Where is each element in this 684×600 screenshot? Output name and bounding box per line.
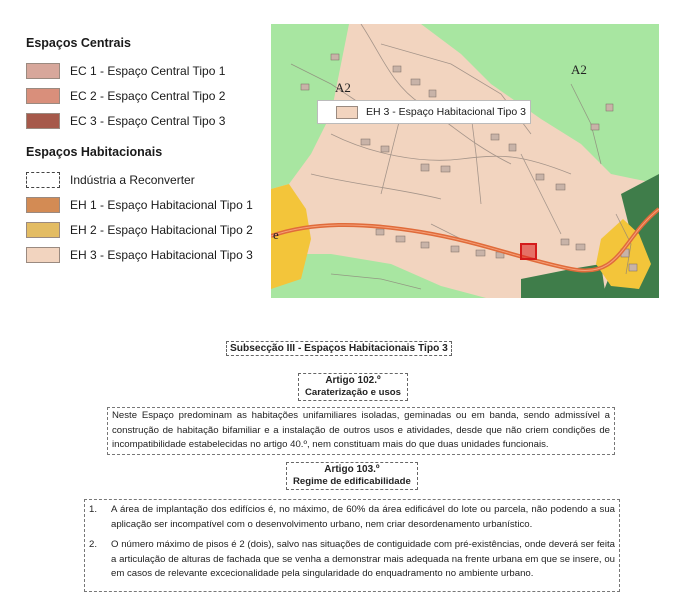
list-item	[89, 538, 615, 582]
map-label-a2-left: A2	[335, 80, 351, 95]
legend-item-ec2	[26, 83, 266, 108]
list-item-text: A área de implantação dos edifícios é, no máximo, de 60% da área edificável do lote ou parcela, não podendo a sua aplicação ser incompatível com o desenvolvimento urbano, nem criar desordenamento urbanístico.	[111, 504, 615, 530]
legend-swatch-ec2	[26, 88, 60, 104]
legend-label-eh1: EH 1 - Espaço Habitacional Tipo 1	[70, 197, 253, 212]
legend-label-eh2: EH 2 - Espaço Habitacional Tipo 2	[70, 222, 253, 237]
callout-swatch	[336, 106, 358, 119]
article-102-number: Artigo 102.º	[325, 375, 381, 386]
legend-heading-central: Espaços Centrais	[26, 36, 131, 50]
callout-label: EH 3 - Espaço Habitacional Tipo 3	[366, 106, 526, 118]
list-item	[89, 503, 615, 532]
article-103-header	[286, 462, 418, 490]
legend-swatch-ec3	[26, 113, 60, 129]
map-canvas	[271, 24, 659, 298]
legend-swatch-industria	[26, 172, 60, 188]
legend-item-eh2	[26, 217, 266, 242]
article-102-header	[298, 373, 408, 401]
map-label-edge-e: e	[273, 227, 279, 242]
article-103-list	[84, 499, 620, 592]
legend-label-ec2: EC 2 - Espaço Central Tipo 2	[70, 88, 226, 103]
article-103-number: Artigo 103.º	[324, 464, 380, 475]
legend-swatch-eh1	[26, 197, 60, 213]
map-label-a2-right: A2	[571, 62, 587, 77]
subsection-title: Subsecção III - Espaços Habitacionais Tipo 3	[226, 341, 452, 356]
article-102-text: Neste Espaço predominam as habitações unifamiliares isoladas, geminadas ou em banda, sendo admissível a construção de habitação bifamiliar e a instalação de outros usos e atividades, desde que não criem condições de incompatibilidade estabelecidas no artigo 40.º, nem constituam mais do que duas unidades funcionais.	[107, 407, 615, 455]
legend-item-eh3	[26, 242, 266, 267]
legend-label-ec3: EC 3 - Espaço Central Tipo 3	[70, 113, 226, 128]
article-103-subtitle: Regime de edificabilidade	[293, 476, 411, 487]
legend-label-eh3: EH 3 - Espaço Habitacional Tipo 3	[70, 247, 253, 262]
list-item-text: O número máximo de pisos é 2 (dois), salvo nas situações de contiguidade com pré-existências, onde deverá ser feita a articulação de alturas de fachada que se venha a demonstrar mais adequada na frente urbana em que se insere, ou em casos de relevante excecionalidade pela singularidade do enquadramento no ambiente urbano.	[111, 539, 615, 579]
zoning-map[interactable]	[271, 24, 659, 298]
map-callout	[317, 100, 531, 124]
legend-item-ec3	[26, 108, 266, 133]
legend-swatch-eh3	[26, 247, 60, 263]
map-legend	[26, 36, 266, 267]
list-item-number: 2.	[89, 539, 98, 550]
article-102-subtitle: Caraterização e usos	[305, 387, 401, 398]
location-marker[interactable]	[520, 243, 537, 260]
legend-heading-habitacional: Espaços Habitacionais	[26, 145, 163, 159]
legend-label-industria: Indústria a Reconverter	[70, 172, 195, 187]
legend-label-ec1: EC 1 - Espaço Central Tipo 1	[70, 63, 226, 78]
legend-item-ec1	[26, 58, 266, 83]
legend-item-industria	[26, 167, 266, 192]
legend-swatch-eh2	[26, 222, 60, 238]
list-item-number: 1.	[89, 504, 98, 515]
legend-swatch-ec1	[26, 63, 60, 79]
legend-item-eh1	[26, 192, 266, 217]
